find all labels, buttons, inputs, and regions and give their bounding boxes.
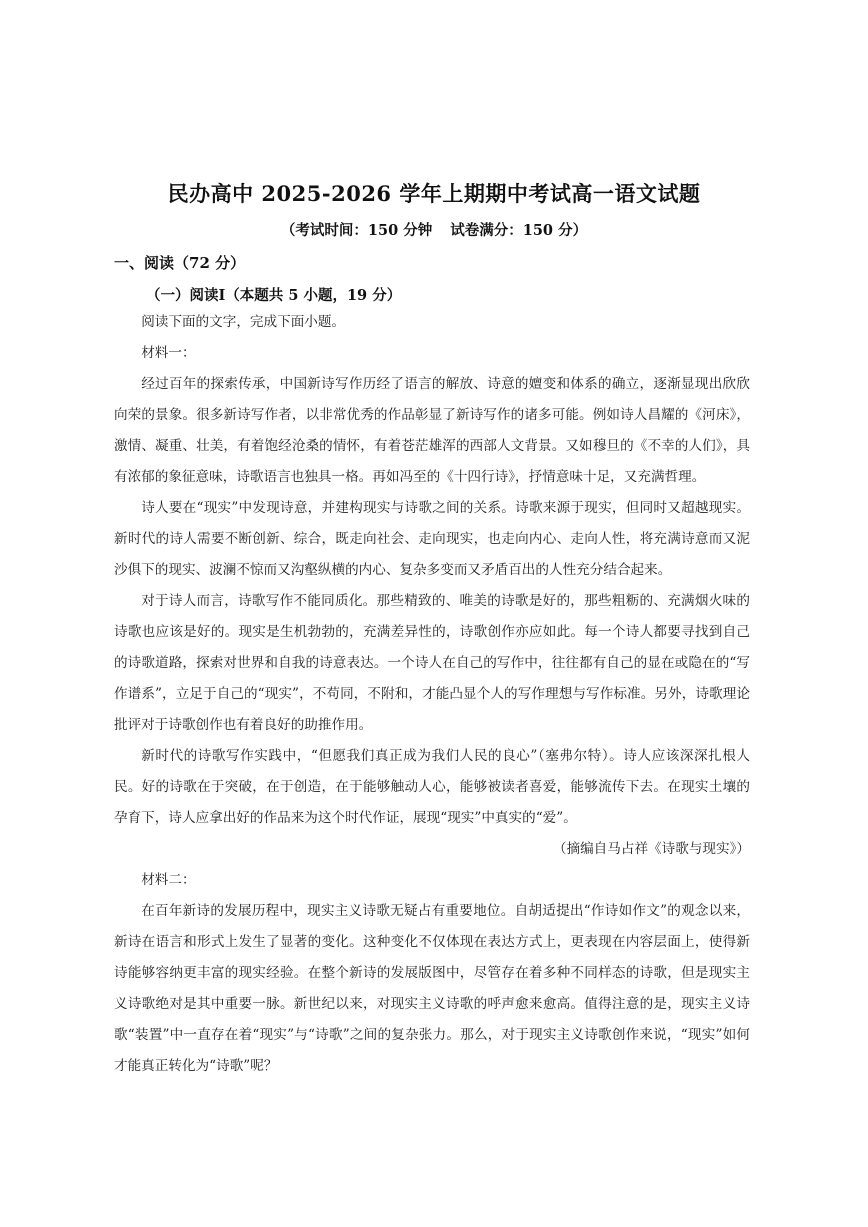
subsection-heading: （一）阅读Ⅰ（本题共 5 小题，19 分） [146, 287, 402, 304]
material-one-paragraph-2: 诗人要在“现实”中发现诗意，并建构现实与诗歌之间的关系。诗歌来源于现实，但同时又超越现实。新时代的诗人需要不断创新、综合，既走向社会、走向现实，也走向内心、走向人性，将充满诗意而又泥沙俱下的现实、波澜不惊而又沟壑纵横的内心、复杂多变而又矛盾百出的人性充分结合起来。 [114, 500, 750, 578]
material-one-paragraph-1: 经过百年的探索传承，中国新诗写作历经了语言的解放、诗意的嬗变和体系的确立，逐渐显现出欣欣向荣的景象。很多新诗写作者，以非常优秀的作品彰显了新诗写作的诸多可能。例如诗人昌耀的《河床》，激情、凝重、壮美，有着饱经沧桑的情怀，有着苍茫雄浑的西部人文背景。又如穆旦的《不幸的人们》，具有浓郁的象征意味，诗歌语言也独具一格。再如冯至的《十四行诗》，抒情意味十足，又充满哲理。 [114, 376, 750, 485]
reading-body [114, 307, 750, 1082]
exam-time: （考试时间：150 分钟 [280, 222, 433, 239]
exam-meta [0, 219, 868, 240]
material-one-paragraph-4: 新时代的诗歌写作实践中，“但愿我们真正成为我们人民的良心”（塞弗尔特）。诗人应该深深扎根人民。好的诗歌在于突破，在于创造，在于能够触动人心，能够被读者喜爱，能够流传下去。在现实土壤的孕育下，诗人应拿出好的作品来为这个时代作证，展现“现实”中真实的“爱”。 [114, 748, 750, 826]
material-two-paragraph-1: 在百年新诗的发展历程中，现实主义诗歌无疑占有重要地位。自胡适提出“作诗如作文”的观念以来，新诗在语言和形式上发生了显著的变化。这种变化不仅体现在表达方式上，更表现在内容层面上，使得新诗能够容纳更丰富的现实经验。在整个新诗的发展版图中，尽管存在着多种不同样态的诗歌，但是现实主义诗歌绝对是其中重要一脉。新世纪以来，对现实主义诗歌的呼声愈来愈高。值得注意的是，现实主义诗歌“装置”中一直存在着“现实”与“诗歌”之间的复杂张力。那么，对于现实主义诗歌创作来说，“现实”如何才能真正转化为“诗歌”呢？ [114, 903, 750, 1074]
full-score: 试卷满分：150 分） [450, 222, 588, 239]
material-one-paragraph-3: 对于诗人而言，诗歌写作不能同质化。那些精致的、唯美的诗歌是好的，那些粗粝的、充满烟火味的诗歌也应该是好的。现实是生机勃勃的，充满差异性的，诗歌创作亦应如此。每一个诗人都要寻找到自己的诗歌道路，探索对世界和自我的诗意表达。一个诗人在自己的写作中，往往都有自己的显在或隐在的“写作谱系”，立足于自己的“现实”，不苟同，不附和，才能凸显个人的写作理想与写作标准。另外，诗歌理论批评对于诗歌创作也有着良好的助推作用。 [114, 593, 750, 733]
instruction: 阅读下面的文字，完成下面小题。 [141, 314, 346, 330]
material-two-label: 材料二： [141, 872, 196, 888]
section-heading: 一、阅读（72 分） [114, 254, 246, 272]
material-one-source: （摘编自马占祥《诗歌与现实》） [552, 841, 750, 857]
exam-title: 民办高中 2025-2026 学年上期期中考试高一语文试题 [167, 181, 701, 206]
material-one-label: 材料一： [141, 345, 196, 361]
